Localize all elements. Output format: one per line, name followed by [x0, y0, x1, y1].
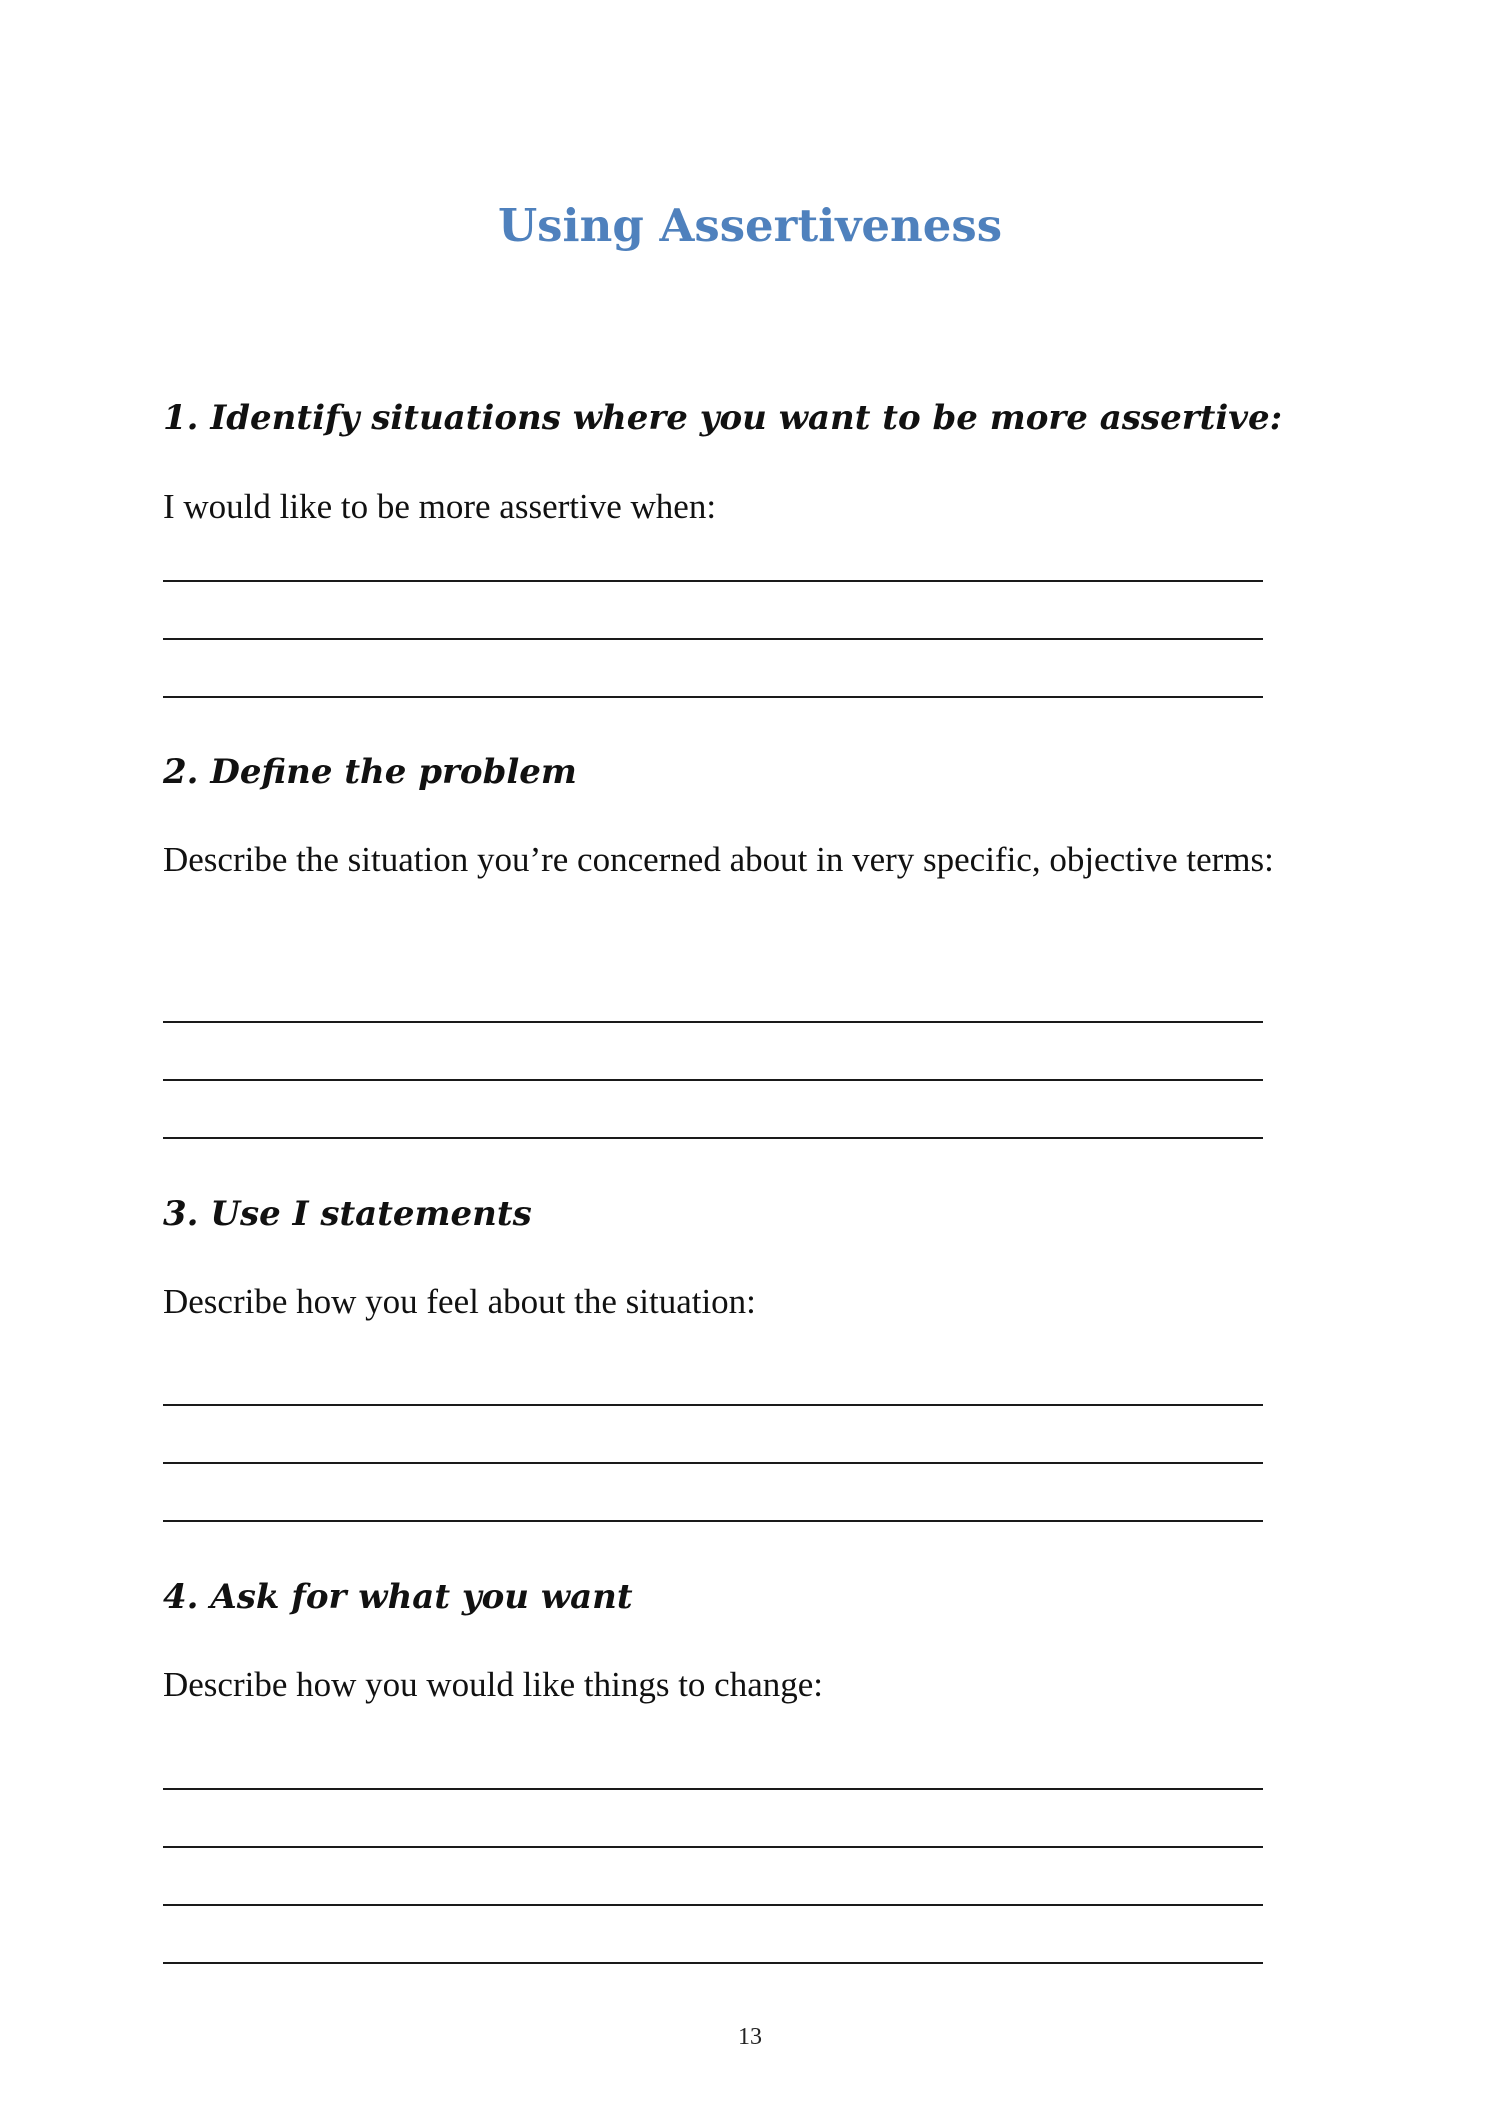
section-1-answer-line-1[interactable] — [163, 580, 1263, 582]
section-3-answer-line-3[interactable] — [163, 1520, 1263, 1522]
section-1-prompt: I would like to be more assertive when: — [163, 487, 717, 526]
section-2-answer-line-3[interactable] — [163, 1137, 1263, 1139]
section-4-answer-line-1[interactable] — [163, 1788, 1263, 1790]
section-3-prompt: Describe how you feel about the situation: — [163, 1282, 756, 1321]
section-2-answer-line-2[interactable] — [163, 1079, 1263, 1081]
section-2-heading: 2. Define the problem — [163, 752, 577, 792]
section-1-answer-line-3[interactable] — [163, 696, 1263, 698]
section-2-answer-line-1[interactable] — [163, 1021, 1263, 1023]
section-4-answer-line-4[interactable] — [163, 1962, 1263, 1964]
section-4-answer-line-3[interactable] — [163, 1904, 1263, 1906]
page-number: 13 — [738, 2024, 762, 2050]
section-4-heading: 4. Ask for what you want — [163, 1577, 633, 1617]
section-1-answer-line-2[interactable] — [163, 638, 1263, 640]
section-2-prompt: Describe the situation you’re concerned about in very specific, objective terms: — [163, 840, 1274, 879]
section-3-answer-line-1[interactable] — [163, 1404, 1263, 1406]
section-4-prompt: Describe how you would like things to change: — [163, 1665, 824, 1704]
section-3-answer-line-2[interactable] — [163, 1462, 1263, 1464]
section-4-answer-line-2[interactable] — [163, 1846, 1263, 1848]
section-1-heading: 1. Identify situations where you want to be more assertive: — [163, 398, 1283, 438]
section-3-heading: 3. Use I statements — [163, 1194, 532, 1234]
page-title: Using Assertiveness — [497, 199, 1003, 252]
